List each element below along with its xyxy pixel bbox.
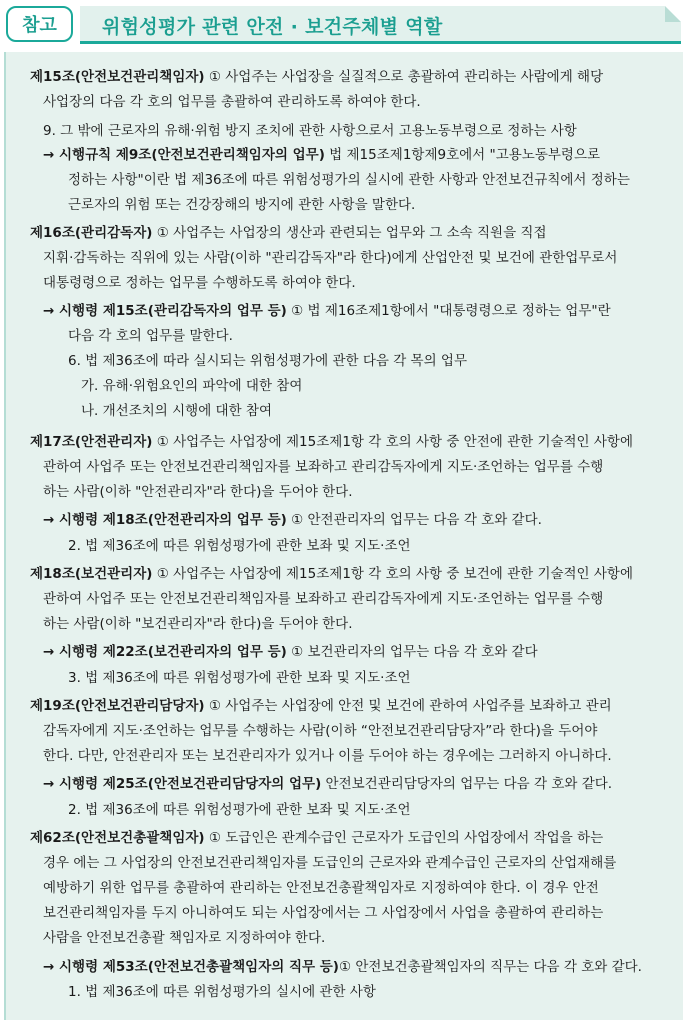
text-line xyxy=(43,854,616,872)
article-heading: → 시행령 제15조(관리감독자의 업무 등) xyxy=(43,303,287,319)
line-text: 1. 법 제36조에 따른 위험성평가의 실시에 관한 사항 xyxy=(68,984,376,1000)
text-line xyxy=(43,483,353,501)
text-line xyxy=(43,879,599,897)
article-heading: → 시행령 제53조(안전보건총괄책임자의 직무 등) xyxy=(43,959,339,975)
text-line xyxy=(68,537,411,555)
line-text: 2. 법 제36조에 따른 위험성평가에 관한 보좌 및 지도·조언 xyxy=(68,538,411,554)
text-line xyxy=(43,615,353,633)
line-text: ① 도급인은 관계수급인 근로자가 도급인의 사업장에서 작업을 하는 xyxy=(204,830,604,846)
text-line xyxy=(81,402,272,420)
line-text: 경우 에는 그 사업장의 안전보건관리책임자를 도급인의 근로자와 관계수급인 근로자의 산업재해를 xyxy=(43,855,617,871)
article-heading: 제19조(안전보건관리담당자) xyxy=(30,698,205,714)
article-heading-line xyxy=(43,958,642,976)
article-heading-line xyxy=(30,433,633,451)
article-heading: → 시행규칙 제9조(안전보건관리책임자의 업무) xyxy=(43,147,325,163)
line-text: ① 보건관리자의 업무는 다음 각 호와 같다 xyxy=(286,644,538,660)
text-line xyxy=(43,904,603,922)
text-line xyxy=(68,171,630,189)
article-heading-line xyxy=(30,68,603,86)
text-line xyxy=(43,274,356,292)
content-box xyxy=(4,52,683,1020)
page-title: 위험성평가 관련 안전 · 보건주체별 역할 xyxy=(102,16,443,38)
text-line xyxy=(43,93,421,111)
text-line xyxy=(43,929,325,947)
line-text: 안전보건관리담당자의 업무는 다음 각 호와 같다. xyxy=(321,776,613,792)
text-line xyxy=(43,249,617,267)
text-line xyxy=(43,590,603,608)
line-text: ① 사업주는 사업장을 실질적으로 총괄하여 관리하는 사람에게 해당 xyxy=(204,69,604,85)
article-heading: 제15조(안전보건관리책임자) xyxy=(30,69,205,85)
line-text: ① 법 제16조제1항에서 "대통령령으로 정하는 업무"란 xyxy=(286,303,611,319)
article-heading-line xyxy=(43,146,600,164)
line-text: 법 제15조제1항제9호에서 "고용노동부령으로 xyxy=(324,147,601,163)
line-text: ① 사업주는 사업장의 생산과 관련되는 업무와 그 소속 직원을 직접 xyxy=(152,225,547,241)
article-heading-line xyxy=(30,565,633,583)
line-text: ① 사업주는 사업장에 제15조제1항 각 호의 사항 중 보건에 관한 기술적인 사항에 xyxy=(152,566,634,582)
text-line xyxy=(81,377,302,395)
reference-tag: 참고 xyxy=(6,6,73,42)
article-heading-line xyxy=(30,829,603,847)
line-text: 근로자의 위험 또는 건강장해의 방지에 관한 사항을 말한다. xyxy=(68,197,416,213)
line-text: 사업장의 다음 각 호의 업무를 총괄하여 관리하도록 하여야 한다. xyxy=(43,94,421,110)
line-text: 9. 그 밖에 근로자의 유해·위험 방지 조치에 관한 사항으로서 고용노동부령으로 정하는 사항 xyxy=(43,123,577,139)
text-line xyxy=(68,669,411,687)
text-line xyxy=(68,352,467,370)
line-text: 3. 법 제36조에 따른 위험성평가에 관한 보좌 및 지도·조언 xyxy=(68,670,411,686)
article-heading: 제18조(보건관리자) xyxy=(30,566,153,582)
article-heading-line xyxy=(43,302,611,320)
line-text: 감독자에게 지도·조언하는 업무를 수행하는 사람(이하 “안전보건관리담당자”라 한다)을 두어야 xyxy=(43,723,598,739)
article-heading-line xyxy=(30,697,612,715)
article-heading-line xyxy=(30,224,547,242)
text-line xyxy=(68,801,411,819)
line-text: 대통령령으로 정하는 업무를 수행하도록 하여야 한다. xyxy=(43,275,356,291)
line-text: 보건관리책임자를 두지 아니하여도 되는 사업장에서는 그 사업장에서 사업을 총괄하여 관리하는 xyxy=(43,905,604,921)
line-text: ① 안전보건총괄책임자의 직무는 다음 각 호와 같다. xyxy=(338,959,642,975)
article-heading: 제17조(안전관리자) xyxy=(30,434,153,450)
line-text: 가. 유해·위험요인의 파악에 대한 참여 xyxy=(81,378,303,394)
text-line xyxy=(43,122,577,140)
article-heading-line xyxy=(43,775,612,793)
article-heading: → 시행령 제22조(보건관리자의 업무 등) xyxy=(43,644,287,660)
line-text: ① 사업주는 사업장에 제15조제1항 각 호의 사항 중 안전에 관한 기술적인 사항에 xyxy=(152,434,634,450)
line-text: 하는 사람(이하 "안전관리자"라 한다)을 두어야 한다. xyxy=(43,484,353,500)
article-heading: 제62조(안전보건총괄책임자) xyxy=(30,830,205,846)
text-line xyxy=(68,983,376,1001)
article-heading: 제16조(관리감독자) xyxy=(30,225,153,241)
line-text: 관하여 사업주 또는 안전보건관리책임자를 보좌하고 관리감독자에게 지도·조언하는 업무를 수행 xyxy=(43,459,604,475)
line-text: 정하는 사항"이란 법 제36조에 따른 위험성평가의 실시에 관한 사항과 안전보건규칙에서 정하는 xyxy=(68,172,630,188)
line-text: ① 안전관리자의 업무는 다음 각 호와 같다. xyxy=(286,512,542,528)
line-text: 사람을 안전보건총괄 책임자로 지정하여야 한다. xyxy=(43,930,326,946)
text-line xyxy=(68,327,233,345)
article-heading: → 시행령 제25조(안전보건관리담당자의 업무) xyxy=(43,776,322,792)
text-line xyxy=(43,458,603,476)
title-bar xyxy=(80,6,681,44)
text-line xyxy=(68,196,415,214)
text-line xyxy=(43,747,612,765)
article-heading: → 시행령 제18조(안전관리자의 업무 등) xyxy=(43,512,287,528)
line-text: ① 사업주는 사업장에 안전 및 보건에 관하여 사업주를 보좌하고 관리 xyxy=(204,698,612,714)
line-text: 한다. 다만, 안전관리자 또는 보건관리자가 있거나 이를 두어야 하는 경우에는 그러하지 아니하다. xyxy=(43,748,612,764)
line-text: 다음 각 호의 업무를 말한다. xyxy=(68,328,233,344)
line-text: 하는 사람(이하 "보건관리자"라 한다)을 두어야 한다. xyxy=(43,616,353,632)
text-line xyxy=(43,722,597,740)
line-text: 지휘·감독하는 직위에 있는 사람(이하 "관리감독자"라 한다)에게 산업안전 및 보건에 관한업무로서 xyxy=(43,250,618,266)
line-text: 2. 법 제36조에 따른 위험성평가에 관한 보좌 및 지도·조언 xyxy=(68,802,411,818)
line-text: 관하여 사업주 또는 안전보건관리책임자를 보좌하고 관리감독자에게 지도·조언하는 업무를 수행 xyxy=(43,591,604,607)
folded-corner xyxy=(665,6,681,22)
line-text: 예방하기 위한 업무를 총괄하여 관리하는 안전보건총괄책임자로 지정하여야 한다. 이 경우 안전 xyxy=(43,880,599,896)
line-text: 나. 개선조치의 시행에 대한 참여 xyxy=(81,403,272,419)
article-heading-line xyxy=(43,511,542,529)
line-text: 6. 법 제36조에 따라 실시되는 위험성평가에 관한 다음 각 목의 업무 xyxy=(68,353,467,369)
section-header xyxy=(0,0,687,52)
article-heading-line xyxy=(43,643,538,661)
